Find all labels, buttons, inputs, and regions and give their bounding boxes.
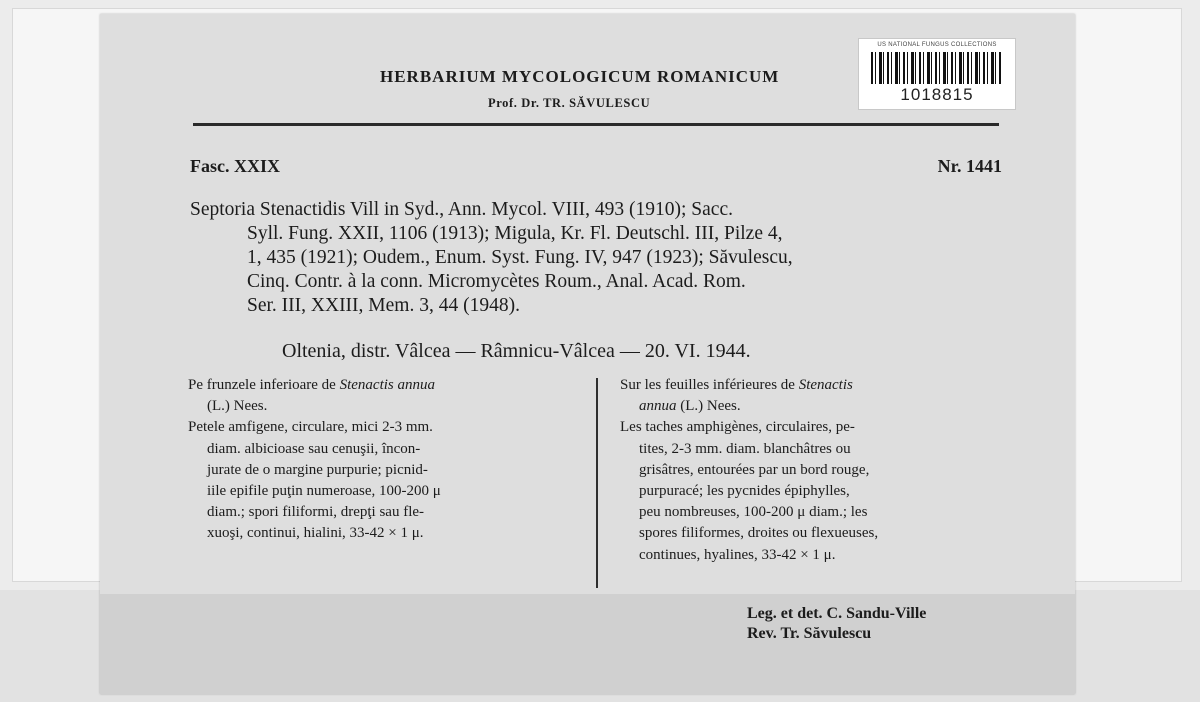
label-lower-shade [100,594,1075,694]
description-line: diam.; spori filiformi, drepţi sau fle- [207,504,425,521]
host-prefix: Sur les feuilles inférieures de [620,377,795,393]
host-prefix: Pe frunzele inferioare de [188,377,336,393]
header-rule [193,123,999,126]
description-line: diam. albicioase sau cenuşii, încon- [207,440,421,457]
description-line: tites, 2-3 mm. diam. blanchâtres ou [639,440,851,457]
species-citation [190,198,1002,318]
description-line: iile epifile puţin numeroase, 100-200 μ [207,483,441,500]
reviser-credit: Rev. Tr. Săvulescu [747,625,872,642]
specimen-number: Nr. 1441 [937,156,1002,176]
host-species: Stenactis [798,377,853,393]
description-line: xuoşi, continui, hialini, 33-42 × 1 μ. [207,525,424,542]
description-line: jurate de o margine purpurie; picnid- [207,461,428,478]
host-line [188,375,583,396]
citation-line: Cinq. Contr. à la conn. Micromycètes Roum., Anal. Acad. Rom. [247,271,746,292]
citation-line: Septoria Stenactidis Vill in Syd., Ann. Mycol. VIII, 493 (1910); Sacc. [190,199,733,220]
description-line: continues, hyalines, 33-42 × 1 μ. [639,546,836,563]
host-line [620,375,1010,396]
herbarium-director: Prof. Dr. TR. SĂVULESCU [488,96,651,110]
column-divider [596,378,598,588]
host-species: Stenactis annua [339,377,435,393]
description-line: Petele amfigene, circulare, mici 2-3 mm. [188,419,433,436]
citation-line: Ser. III, XXIII, Mem. 3, 44 (1948). [247,295,520,316]
description-line: grisâtres, entourées par un bord rouge, [639,461,870,478]
citation-line: Syll. Fung. XXII, 1106 (1913); Migula, Kr. Fl. Deutschl. III, Pilze 4, [247,223,783,244]
barcode-number: 1018815 [900,85,974,104]
description-romanian [188,375,583,545]
description-line: purpuracé; les pycnides épiphylles, [639,483,850,500]
barcode-icon [871,52,1003,84]
description-line: spores filiformes, droites ou flexueuses, [639,525,879,542]
host-species: annua [639,398,677,415]
description-line: peu nombreuses, 100-200 μ diam.; les [639,504,868,521]
description-french [620,375,1010,566]
host-authority: (L.) Nees. [207,398,268,415]
barcode-label [858,38,1016,110]
collection-locality: Oltenia, distr. Vâlcea — Râmnicu-Vâlcea — 20. VI. 1944. [282,340,751,362]
citation-line: 1, 435 (1921); Oudem., Enum. Syst. Fung. IV, 947 (1923); Săvulescu, [247,247,793,268]
herbarium-title: HERBARIUM MYCOLOGICUM ROMANICUM [380,67,780,86]
host-line-continued [620,396,1010,417]
barcode-institution: US NATIONAL FUNGUS COLLECTIONS [877,42,997,48]
fascicle-number: Fasc. XXIX [190,156,280,176]
host-authority: (L.) Nees. [680,398,741,415]
collector-credit: Leg. et det. C. Sandu-Ville [747,605,927,622]
description-line: Les taches amphigènes, circulaires, pe- [620,419,855,436]
